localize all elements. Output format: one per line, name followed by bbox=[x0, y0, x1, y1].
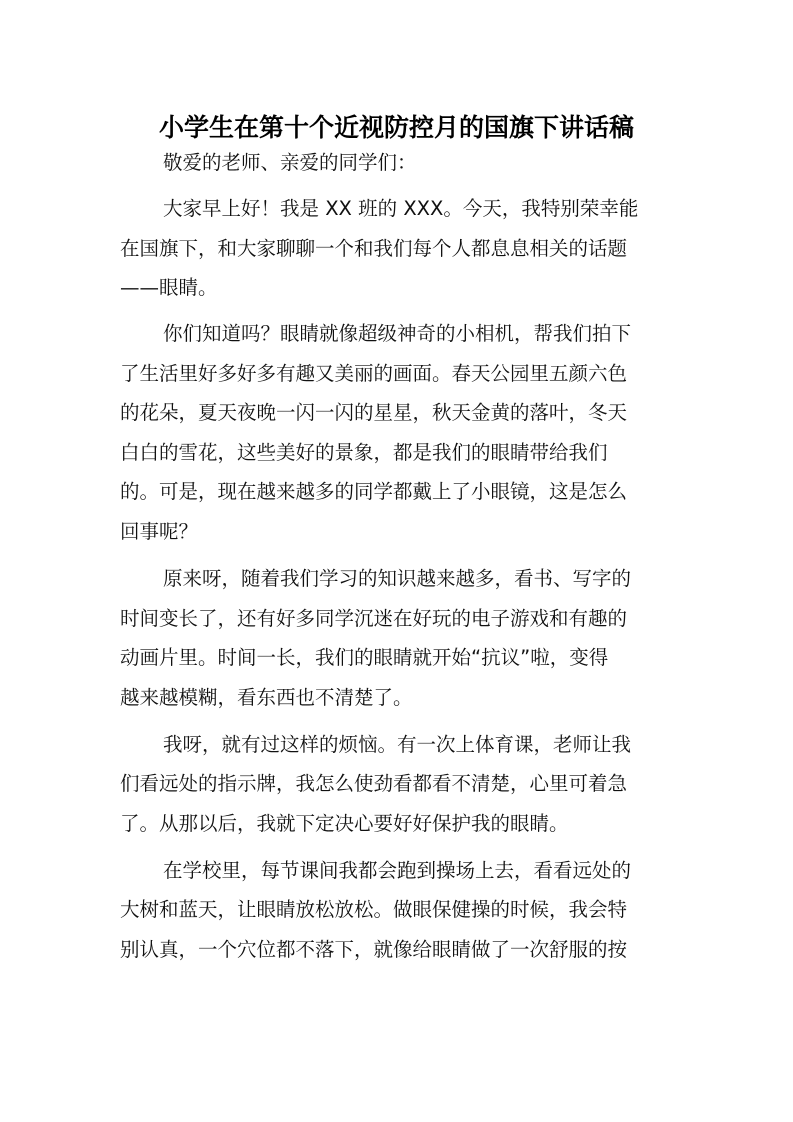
text-line: 时间变长了，还有好多同学沉迷在好玩的电子游戏和有趣的 bbox=[120, 607, 628, 630]
text-line: 在国旗下，和大家聊聊一个和我们每个人都息息相关的话题 bbox=[120, 237, 628, 260]
text-line: 们看远处的指示牌，我怎么使劲看都看不清楚，心里可着急 bbox=[120, 772, 628, 795]
text-line: 别认真，一个穴位都不落下，就像给眼睛做了一次舒服的按 bbox=[120, 938, 628, 961]
text-line: 动画片里。时间一长，我们的眼睛就开始“抗议”啦，变得 bbox=[120, 646, 609, 669]
text-line: 了。从那以后，我就下定决心要好好保护我的眼睛。 bbox=[120, 812, 569, 835]
text-line: 的。可是，现在越来越多的同学都戴上了小眼镜，这是怎么 bbox=[120, 480, 628, 503]
text-line: 大树和蓝天，让眼睛放松放松。做眼保健操的时候，我会特 bbox=[120, 898, 628, 921]
paragraph-first-line: 我呀，就有过这样的烦恼。有一次上体育课，老师让我 bbox=[163, 733, 632, 756]
text-line: 回事呢？ bbox=[120, 520, 199, 543]
document-title: 小学生在第十个近视防控月的国旗下讲话稿 bbox=[158, 113, 634, 142]
paragraph-first-line: 大家早上好！我是 XX 班的 XXX。今天，我特别荣幸能 bbox=[163, 197, 639, 220]
paragraph-first-line: 在学校里，每节课间我都会跑到操场上去，看看远处的 bbox=[163, 859, 632, 882]
text-line: 了生活里好多好多有趣又美丽的画面。春天公园里五颜六色 bbox=[120, 362, 628, 385]
text-line: ——眼睛。 bbox=[120, 276, 218, 299]
paragraph-first-line: 原来呀，随着我们学习的知识越来越多，看书、写字的 bbox=[163, 567, 632, 590]
text-line: 的花朵，夏天夜晚一闪一闪的星星，秋天金黄的落叶，冬天 bbox=[120, 401, 628, 424]
paragraph-first-line: 你们知道吗？眼睛就像超级神奇的小相机，帮我们拍下 bbox=[163, 322, 632, 345]
paragraph-first-line: 敬爱的老师、亲爱的同学们： bbox=[163, 151, 417, 174]
text-line: 白白的雪花，这些美好的景象，都是我们的眼睛带给我们 bbox=[120, 441, 608, 464]
text-line: 越来越模糊，看东西也不清楚了。 bbox=[120, 686, 413, 709]
